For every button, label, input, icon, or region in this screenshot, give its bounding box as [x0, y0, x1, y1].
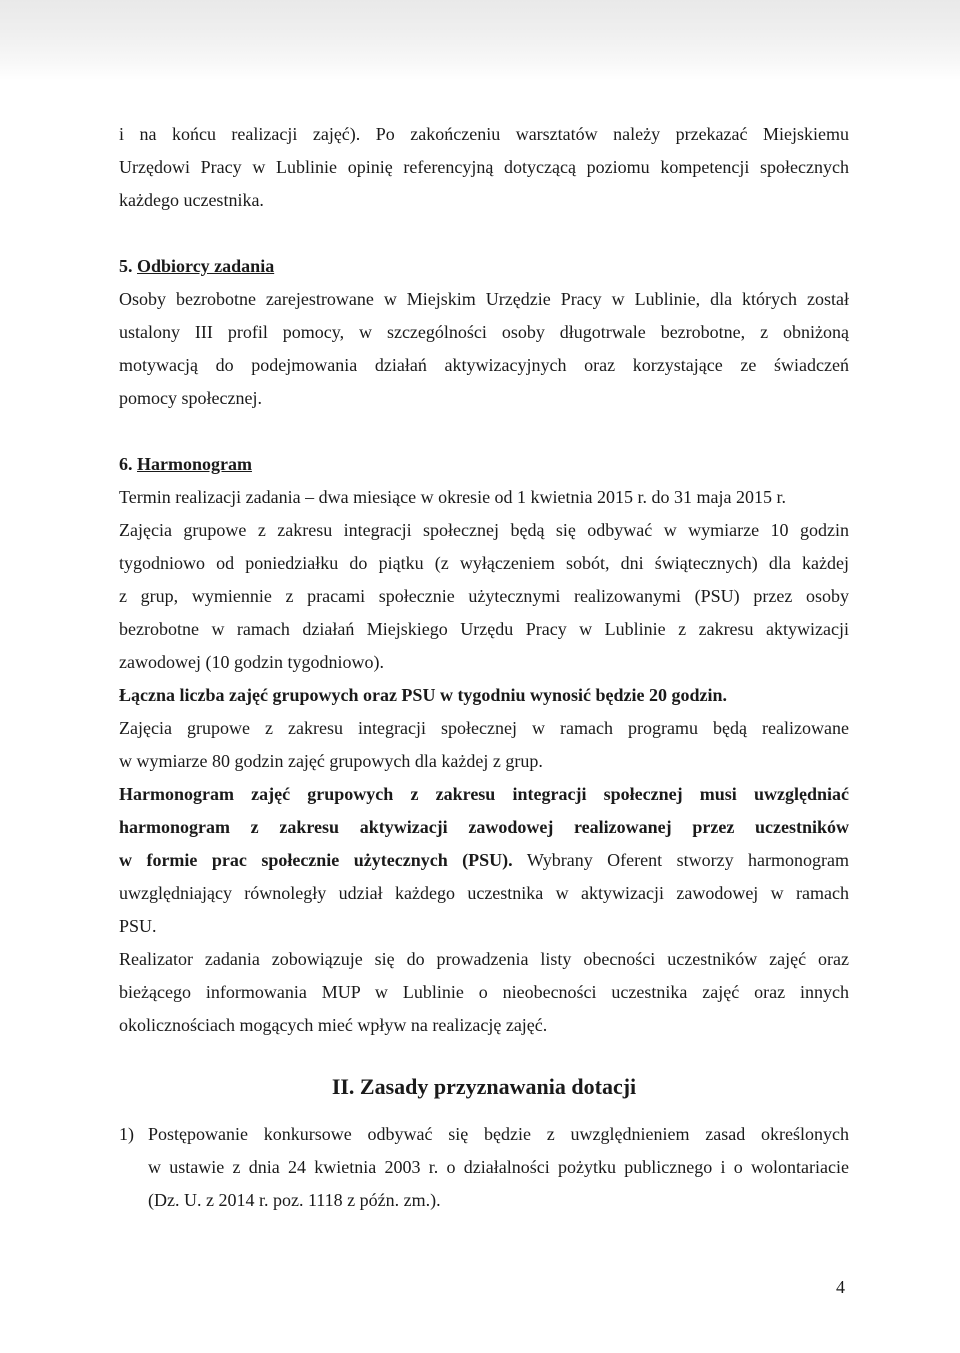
text-line: z grup, wymiennie z pracami społecznie użytecznymi realizowanymi (PSU) przez osoby	[119, 586, 849, 606]
section-number: 5.	[119, 256, 133, 276]
text-line: w wymiarze 80 godzin zajęć grupowych dla każdej z grup.	[119, 751, 543, 771]
text-line: Zajęcia grupowe z zakresu integracji społecznej w ramach programu będą realizowane	[119, 718, 849, 738]
bold-total-line: Łączna liczba zajęć grupowych oraz PSU w tygodniu wynosić będzie 20 godzin.	[119, 685, 727, 705]
text-line: okolicznościach mogących mieć wpływ na realizację zajęć.	[119, 1015, 548, 1035]
text-line: Urzędowi Pracy w Lublinie opinię referencyjną dotyczącą poziomu kompetencji społecznych	[119, 157, 849, 177]
bold-text-line: harmonogram z zakresu aktywizacji zawodowej realizowanej przez uczestników	[119, 817, 849, 837]
scan-edge-shadow	[0, 0, 960, 80]
section-title: Odbiorcy zadania	[137, 256, 275, 276]
paragraph-attendance	[119, 943, 849, 1042]
text-line: bieżącego informowania MUP w Lublinie o nieobecności uczestnika zajęć oraz innych	[119, 982, 849, 1002]
text-line: Realizator zadania zobowiązuje się do prowadzenia listy obecności uczestników zajęć oraz	[119, 949, 849, 969]
section-heading	[119, 250, 849, 283]
list-number: 1)	[119, 1124, 134, 1144]
text-fragment: Wybrany Oferent stworzy harmonogram	[512, 850, 849, 870]
text-line: pomocy społecznej.	[119, 388, 262, 408]
text-line: i na końcu realizacji zajęć). Po zakończeniu warsztatów należy przekazać Miejskiemu	[119, 124, 849, 144]
text-line: Osoby bezrobotne zarejestrowane w Miejskim Urzędzie Pracy w Lublinie, dla których został	[119, 289, 849, 309]
text-line: Postępowanie konkursowe odbywać się będzie z uwzględnieniem zasad określonych	[148, 1124, 849, 1144]
text-line: tygodniowo od poniedziałku do piątku (z wyłączeniem sobót, dni świątecznych) dla każdej	[119, 553, 849, 573]
text-line: ustalony III profil pomocy, w szczególności osoby długotrwale bezrobotne, z obniżoną	[119, 322, 849, 342]
text-line: PSU.	[119, 916, 157, 936]
section-5	[119, 250, 849, 415]
bold-fragment: w formie prac społecznie użytecznych (PSU).	[119, 850, 513, 870]
paragraph-harmonogram-requirement	[119, 778, 849, 943]
paragraph-group-hours	[119, 712, 849, 778]
intro-paragraph	[119, 118, 849, 217]
section-title: Harmonogram	[137, 454, 252, 474]
text-line: Zajęcia grupowe z zakresu integracji społecznej będą się odbywać w wymiarze 10 godzin	[119, 520, 849, 540]
text-line: w ustawie z dnia 24 kwietnia 2003 r. o działalności pożytku publicznego i o wolontariacie	[148, 1157, 849, 1177]
text-line: bezrobotne w ramach działań Miejskiego Urzędu Pracy w Lublinie z zakresu aktywizacji	[119, 619, 849, 639]
text-line: motywacją do podejmowania działań aktywizacyjnych oraz korzystające ze świadczeń	[119, 355, 849, 375]
paragraph-schedule	[119, 514, 849, 679]
list-item	[119, 1118, 849, 1217]
document-page	[119, 118, 849, 1217]
text-line: zawodowej (10 godzin tygodniowo).	[119, 652, 384, 672]
term-line: Termin realizacji zadania – dwa miesiące w okresie od 1 kwietnia 2015 r. do 31 maja 2015 r.	[119, 487, 787, 507]
text-line: (Dz. U. z 2014 r. poz. 1118 z późn. zm.).	[148, 1190, 441, 1210]
bold-text-line: Harmonogram zajęć grupowych z zakresu integracji społecznej musi uwzględniać	[119, 784, 849, 804]
section-6	[119, 448, 849, 1042]
text-line: każdego uczestnika.	[119, 190, 264, 210]
mixed-text-line	[119, 844, 849, 877]
section-heading	[119, 448, 849, 481]
text-line: uwzględniający równoległy udział każdego uczestnika w aktywizacji zawodowej w ramach	[119, 883, 849, 903]
page-number: 4	[836, 1277, 845, 1297]
chapter-title: II. Zasady przyznawania dotacji	[331, 1074, 637, 1099]
section-number: 6.	[119, 454, 133, 474]
